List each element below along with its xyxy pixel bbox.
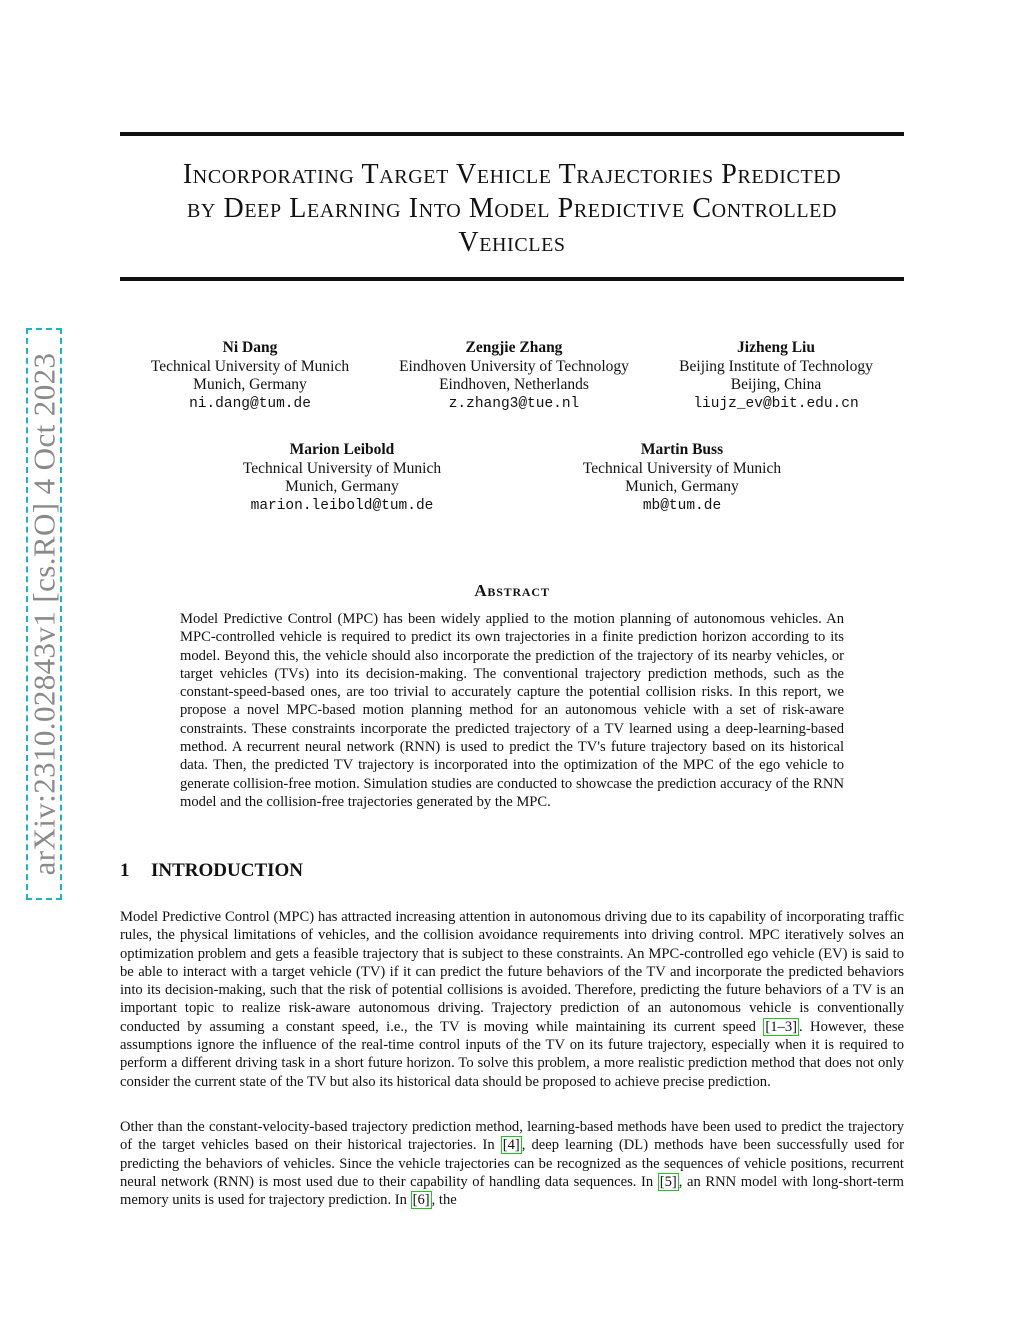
author-name: Ni Dang	[222, 339, 278, 356]
author-name: Jizheng Liu	[737, 339, 815, 356]
title-line-3: Vehicles	[458, 227, 566, 258]
title-bottom-rule	[120, 277, 904, 281]
section-heading	[120, 860, 303, 882]
author-email[interactable]: z.zhang3@tue.nl	[448, 395, 580, 412]
author-affiliation: Beijing Institute of Technology	[679, 357, 873, 375]
citation-link[interactable]: [6]	[412, 1192, 430, 1209]
author-affiliation: Technical University of Munich	[150, 357, 350, 375]
author-affiliation: Eindhoven University of Technology	[399, 357, 629, 375]
citation-link[interactable]: [1–3]	[765, 1018, 797, 1035]
author-block	[380, 339, 648, 413]
body-paragraph	[120, 1118, 904, 1209]
abstract-heading: Abstract	[474, 581, 550, 600]
paragraph-text: , deep learning (DL) methods have been successfully used for predicting the behaviors of vehicles. Since the vehicle trajectories can be recognized as the sequences of vehicle positions, recurrent neural network (RNN) is most used due to their capability of handling data sequences. In	[120, 1137, 904, 1190]
author-name: Zengjie Zhang	[465, 339, 563, 356]
arxiv-stamp	[26, 328, 62, 900]
abstract-text: Model Predictive Control (MPC) has been widely applied to the motion planning of autonomous vehicles. An MPC-controlled vehicle is required to predict its own trajectories in a finite prediction horizon according to its model. Beyond this, the vehicle should also incorporate the prediction of the trajectory of its nearby vehicles, or target vehicles (TVs) into its decision-making. The conventional trajectory prediction methods, such as the constant-speed-based ones, are too trivial to accurately capture the potential collision risks. In this report, we propose a novel MPC-based motion planning method for an autonomous vehicle with a set of risk-aware constraints. These constraints incorporate the predicted trajectory of a TV learned using a deep-learning-based method. A recurrent neural network (RNN) is used to predict the TV's future trajectory based on its historical data. Then, the predicted TV trajectory is incorporated into the optimization of the MPC of the ego vehicle to generate collision-free motion. Simulation studies are conducted to showcase the prediction accuracy of the RNN model and the collision-free trajectories generated by the MPC.	[180, 611, 844, 810]
author-location: Munich, Germany	[193, 376, 307, 393]
author-location: Munich, Germany	[625, 478, 739, 495]
paragraph-text: Model Predictive Control (MPC) has attracted increasing attention in autonomous driving due to its capability of incorporating traffic rules, the physical limitations of vehicles, and the collision avoidance requirements into driving control. MPC iteratively solves an optimization problem and gets a feasible trajectory that is subject to these constraints. An MPC-controlled ego vehicle (EV) is said to be able to interact with a target vehicle (TV) if it can predict the future behaviors of the TV and incorporate the predicted behaviors into its decision-making, such that the risk of potential collisions is avoided. Therefore, predicting the future behaviors of a TV is an important topic to realize risk-aware autonomous driving. Trajectory prediction of an autonomous vehicle is conventionally conducted by assuming a constant speed, i.e., the TV is moving while maintaining its current speed	[120, 909, 904, 1035]
title-line-1: Incorporating Target Vehicle Trajectories Predicted	[182, 159, 842, 190]
author-name: Marion Leibold	[289, 441, 395, 458]
paragraph-text: , the	[431, 1192, 457, 1209]
paper-title	[120, 158, 904, 260]
paragraph-text: . However, these assumptions ignore the influence of the real-time control inputs of the TV on its future trajectory, especially when it is required to perform a different driving task in a short future horizon. To solve this problem, a more realistic prediction method that does not only consider the current state of the TV but also its historical data should be proposed to achieve precise prediction.	[120, 1018, 904, 1090]
arxiv-identifier: arXiv:2310.02843v1 [cs.RO] 4 Oct 2023	[26, 352, 62, 876]
author-block	[562, 441, 802, 515]
author-location: Munich, Germany	[285, 478, 399, 495]
paragraph-text: , an RNN model with long-short-term memory units is used for trajectory prediction. In	[120, 1173, 904, 1209]
author-location: Eindhoven, Netherlands	[439, 376, 589, 393]
citation-link[interactable]: [4]	[502, 1137, 520, 1154]
paragraph-text: Other than the constant-velocity-based trajectory prediction method, learning-based methods have been used to predict the trajectory of the target vehicles based on their historical trajectories. In	[120, 1119, 904, 1154]
author-email[interactable]: ni.dang@tum.de	[189, 395, 311, 412]
title-top-rule	[120, 132, 904, 136]
author-email[interactable]: liujz_ev@bit.edu.cn	[693, 395, 859, 412]
author-location: Beijing, China	[730, 376, 822, 393]
author-block	[660, 339, 892, 413]
title-line-2: by Deep Learning Into Model Predictive Controlled	[186, 193, 838, 224]
author-affiliation: Technical University of Munich	[242, 459, 442, 477]
author-block	[130, 339, 370, 413]
author-affiliation: Technical University of Munich	[582, 459, 782, 477]
author-block	[222, 441, 462, 515]
author-email[interactable]: mb@tum.de	[642, 497, 722, 514]
section-number: 1	[120, 860, 130, 881]
citation-link[interactable]: [5]	[659, 1173, 677, 1190]
body-paragraph	[120, 908, 904, 1091]
author-name: Martin Buss	[640, 441, 724, 458]
section-title: INTRODUCTION	[151, 860, 304, 881]
author-email[interactable]: marion.leibold@tum.de	[250, 497, 434, 514]
